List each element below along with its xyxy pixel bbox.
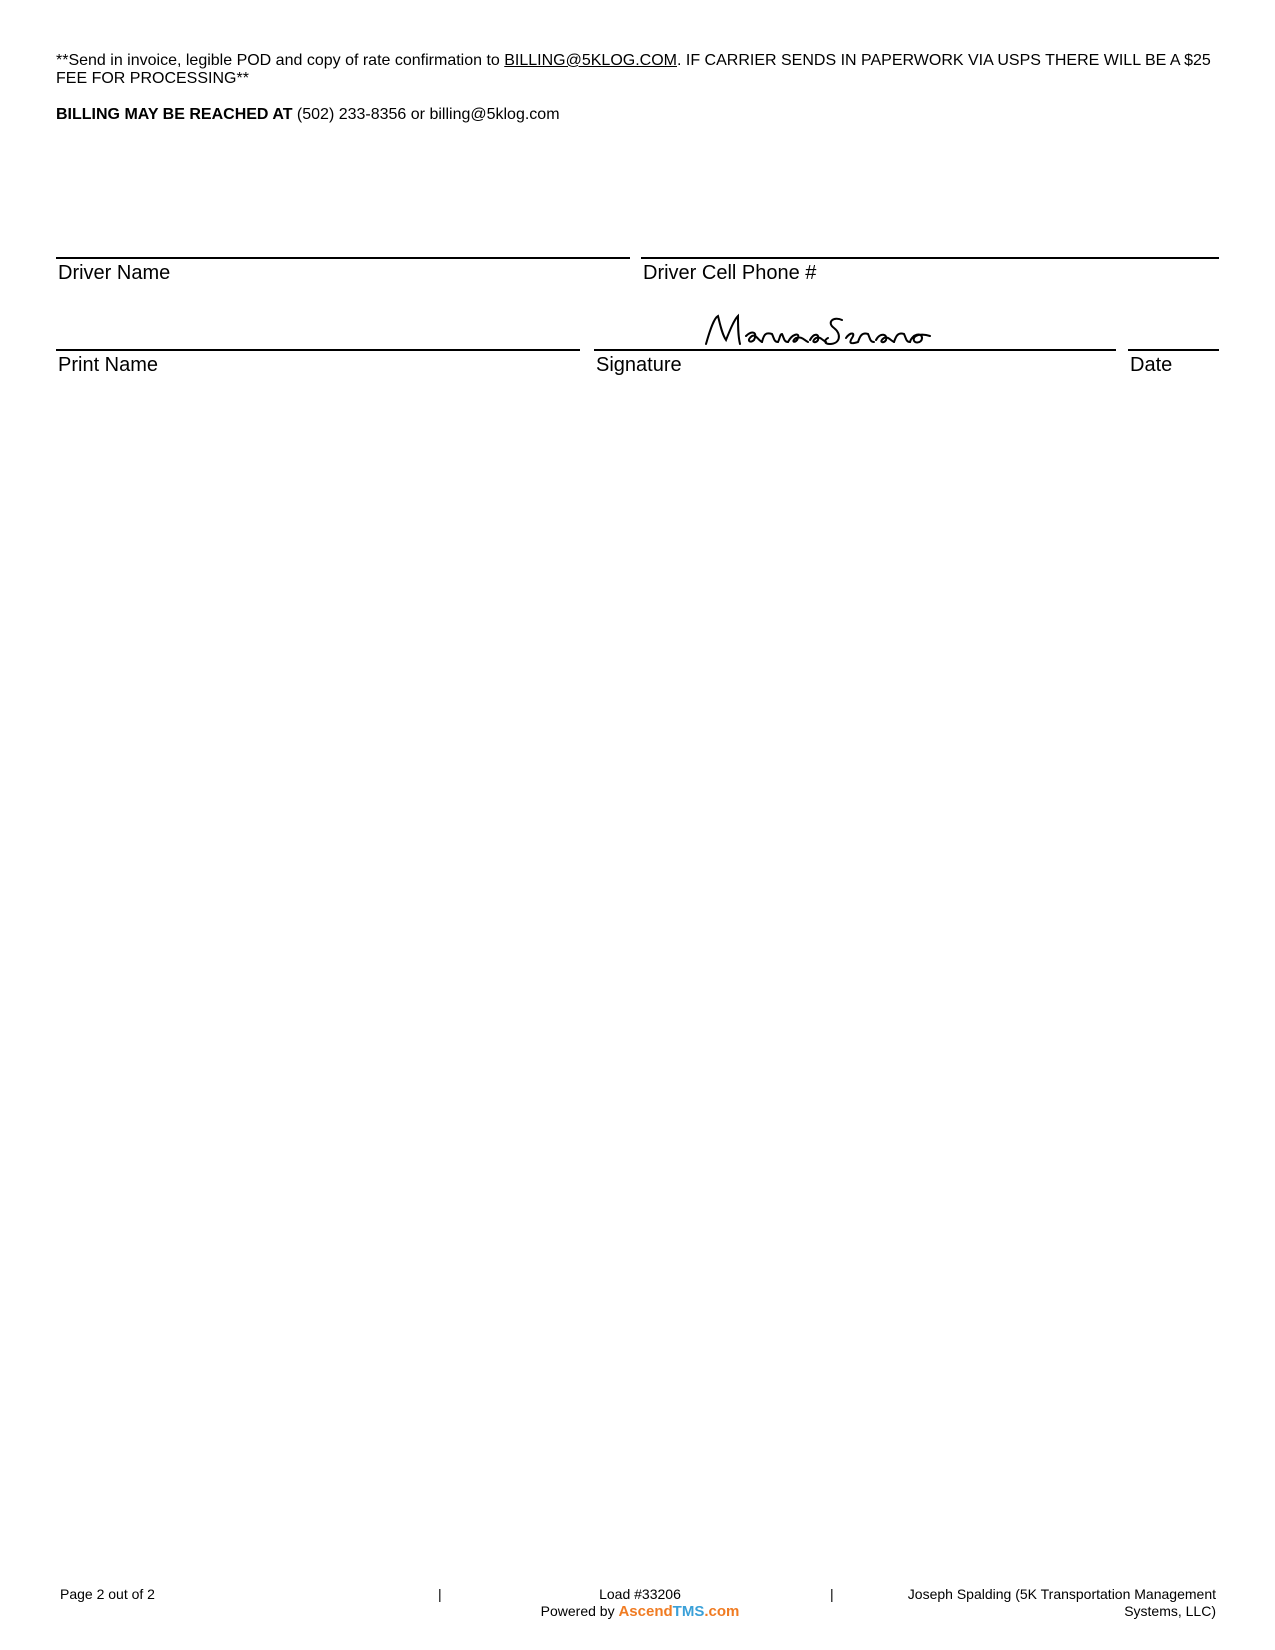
driver-cell-line[interactable] (641, 257, 1219, 259)
driver-cell-label: Driver Cell Phone # (643, 262, 817, 284)
date-line[interactable] (1128, 349, 1219, 351)
brand-com-logo-text: .com (704, 1603, 740, 1620)
handwritten-signature (700, 310, 940, 352)
print-name-line[interactable] (56, 349, 580, 351)
footer-company-line1: Joseph Spalding (5K Transportation Management (907, 1586, 1216, 1602)
brand-tms-logo-text: TMS (672, 1603, 705, 1620)
footer-powered-by (460, 1603, 820, 1620)
brand-ascend-logo-text: Ascend (618, 1603, 673, 1620)
billing-email-link[interactable]: BILLING@5KLOG.COM (504, 52, 677, 69)
powered-by-label: Powered by (540, 1603, 619, 1619)
footer-page-number: Page 2 out of 2 (60, 1586, 155, 1602)
driver-name-label: Driver Name (58, 262, 171, 284)
notice-prefix: **Send in invoice, legible POD and copy of rate confirmation to (56, 52, 505, 69)
driver-name-line[interactable] (56, 257, 630, 259)
footer-center (460, 1586, 820, 1620)
footer-company-line2: Systems, LLC) (1124, 1603, 1216, 1619)
footer-separator-right: | (830, 1586, 834, 1602)
billing-contact-label: BILLING MAY BE REACHED AT (56, 106, 293, 123)
billing-contact-value: (502) 233-8356 or billing@5klog.com (292, 106, 560, 123)
footer-load-number: Load #33206 (599, 1586, 681, 1602)
signature-label: Signature (596, 354, 682, 376)
billing-notice (56, 52, 1226, 88)
signature-line[interactable] (594, 349, 1116, 351)
date-label: Date (1130, 354, 1173, 376)
footer-separator-left: | (438, 1586, 442, 1602)
print-name-label: Print Name (58, 354, 159, 376)
footer-company (860, 1586, 1216, 1620)
billing-contact (56, 106, 560, 124)
notice-suffix: . IF CARRIER SENDS IN PAPERWORK VIA USPS THERE WILL BE A $25 FEE FOR PROCESSING** (56, 52, 1211, 87)
